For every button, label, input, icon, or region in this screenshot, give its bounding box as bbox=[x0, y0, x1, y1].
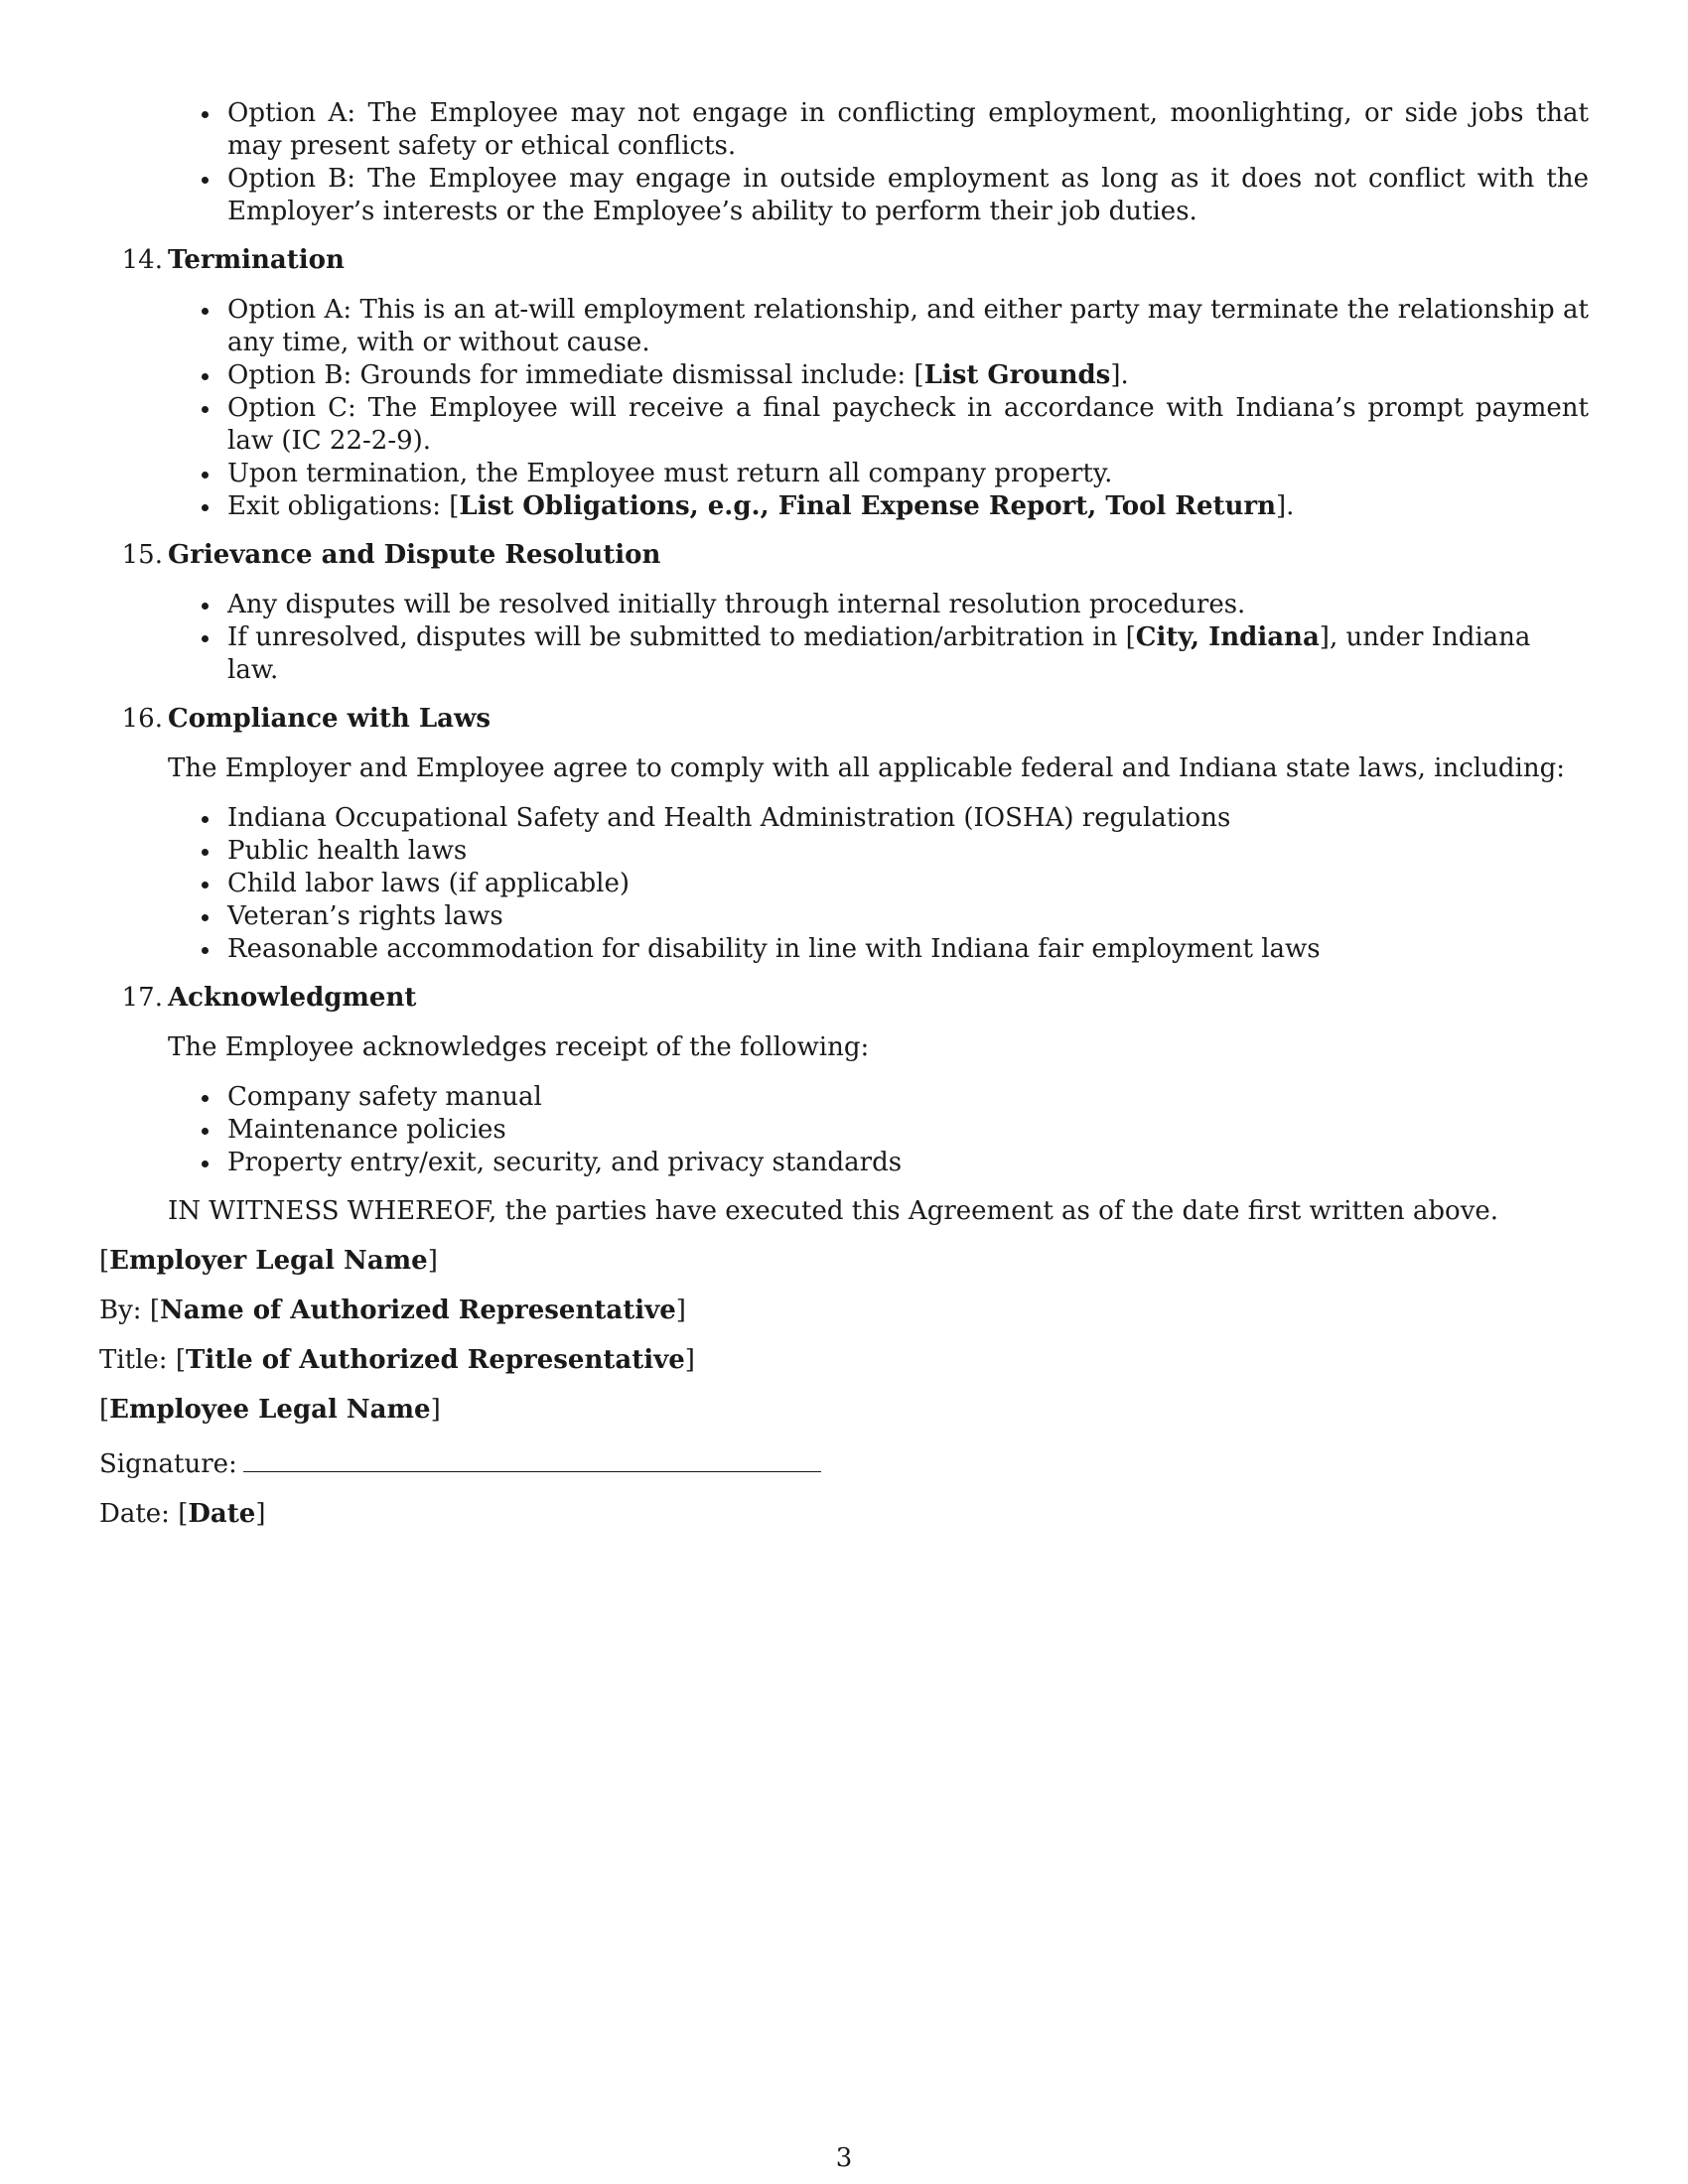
title-label: Title: bbox=[99, 1345, 168, 1375]
page-number: 3 bbox=[835, 2143, 853, 2173]
list-item-text: If unresolved, disputes will be submitted to mediation/arbitration in [ bbox=[227, 622, 1136, 652]
section-heading-termination bbox=[99, 244, 1589, 277]
section-heading-grievance bbox=[99, 539, 1589, 572]
list-item: Option C: The Employee will receive a final paycheck in accordance with Indiana’s prompt payment law (IC 22-2-9). bbox=[99, 392, 1589, 458]
list-item: Upon termination, the Employee must return all company property. bbox=[99, 458, 1589, 490]
list-item: Any disputes will be resolved initially through internal resolution procedures. bbox=[99, 589, 1589, 621]
signature-label: Signature: bbox=[99, 1449, 237, 1479]
list-item-text: Exit obligations: [ bbox=[227, 491, 460, 521]
list-item-text: ]. bbox=[1276, 491, 1295, 521]
section-intro: The Employee acknowledges receipt of the following: bbox=[168, 1032, 870, 1062]
list-item: Maintenance policies bbox=[99, 1114, 1589, 1147]
list-item: Veteran’s rights laws bbox=[99, 900, 1589, 933]
signature-blank[interactable] bbox=[243, 1443, 821, 1472]
termination-list bbox=[99, 294, 1589, 523]
section-number: 14. bbox=[121, 245, 163, 275]
acknowledgment-list bbox=[99, 1081, 1589, 1179]
list-item: Reasonable accommodation for disability in line with Indiana fair employment laws bbox=[99, 933, 1589, 966]
employee-name-line: [Employee Legal Name] bbox=[99, 1395, 441, 1425]
signature-line bbox=[99, 1443, 1589, 1481]
list-item: Indiana Occupational Safety and Health Administration (IOSHA) regulations bbox=[99, 802, 1589, 835]
section-number: 16. bbox=[121, 704, 163, 734]
representative-name: Name of Authorized Representative bbox=[159, 1296, 676, 1325]
employer-name-line: [Employer Legal Name] bbox=[99, 1246, 438, 1276]
section-title: Termination bbox=[168, 245, 345, 275]
list-item: Option A: This is an at-will employment relationship, and either party may terminate the relationship at any time, with or without cause. bbox=[99, 294, 1589, 359]
representative-title-line: Title: [Title of Authorized Representative] bbox=[99, 1345, 695, 1375]
representative-title: Title of Authorized Representative bbox=[186, 1345, 685, 1375]
by-label: By: bbox=[99, 1296, 142, 1325]
list-item: Public health laws bbox=[99, 835, 1589, 868]
witness-statement: IN WITNESS WHEREOF, the parties have executed this Agreement as of the date first written above. bbox=[168, 1196, 1499, 1226]
employer-legal-name: Employer Legal Name bbox=[109, 1246, 428, 1276]
list-item: Option A: The Employee may not engage in conflicting employment, moonlighting, or side jobs that may present safety or ethical conflicts. bbox=[99, 97, 1589, 163]
section-title: Grievance and Dispute Resolution bbox=[168, 540, 661, 570]
list-item: Child labor laws (if applicable) bbox=[99, 868, 1589, 900]
list-item-text: ]. bbox=[1110, 360, 1129, 390]
list-item: Option B: The Employee may engage in outside employment as long as it does not conflict with the Employer’s interests or the Employee’s ability to perform their job duties. bbox=[99, 163, 1589, 228]
section-title: Compliance with Laws bbox=[168, 704, 492, 734]
outside-employment-list bbox=[99, 97, 1589, 228]
representative-line: By: [Name of Authorized Representative] bbox=[99, 1296, 686, 1325]
date-line: Date: [Date] bbox=[99, 1499, 266, 1529]
section-heading-acknowledgment bbox=[99, 982, 1589, 1015]
section-title: Acknowledgment bbox=[168, 983, 417, 1013]
placeholder-field: List Grounds bbox=[923, 360, 1111, 390]
employee-legal-name: Employee Legal Name bbox=[109, 1395, 431, 1425]
list-item-text: Option B: Grounds for immediate dismissal include: [ bbox=[227, 360, 924, 390]
section-number: 15. bbox=[121, 540, 163, 570]
list-item bbox=[99, 621, 1589, 687]
placeholder-field: City, Indiana bbox=[1135, 622, 1320, 652]
section-intro: The Employer and Employee agree to comply with all applicable federal and Indiana state laws, including: bbox=[168, 753, 1565, 783]
placeholder-field: List Obligations, e.g., Final Expense Report, Tool Return bbox=[459, 491, 1277, 521]
list-item-text: ], under Indiana law. bbox=[227, 622, 1531, 685]
document-page bbox=[99, 97, 1589, 1531]
list-item: Company safety manual bbox=[99, 1081, 1589, 1114]
compliance-list bbox=[99, 802, 1589, 966]
date-value: Date bbox=[188, 1499, 256, 1529]
section-number: 17. bbox=[121, 983, 163, 1013]
list-item bbox=[99, 490, 1589, 523]
date-label: Date: bbox=[99, 1499, 170, 1529]
section-heading-compliance bbox=[99, 703, 1589, 736]
list-item: Property entry/exit, security, and privacy standards bbox=[99, 1147, 1589, 1179]
grievance-list bbox=[99, 589, 1589, 687]
list-item bbox=[99, 359, 1589, 392]
